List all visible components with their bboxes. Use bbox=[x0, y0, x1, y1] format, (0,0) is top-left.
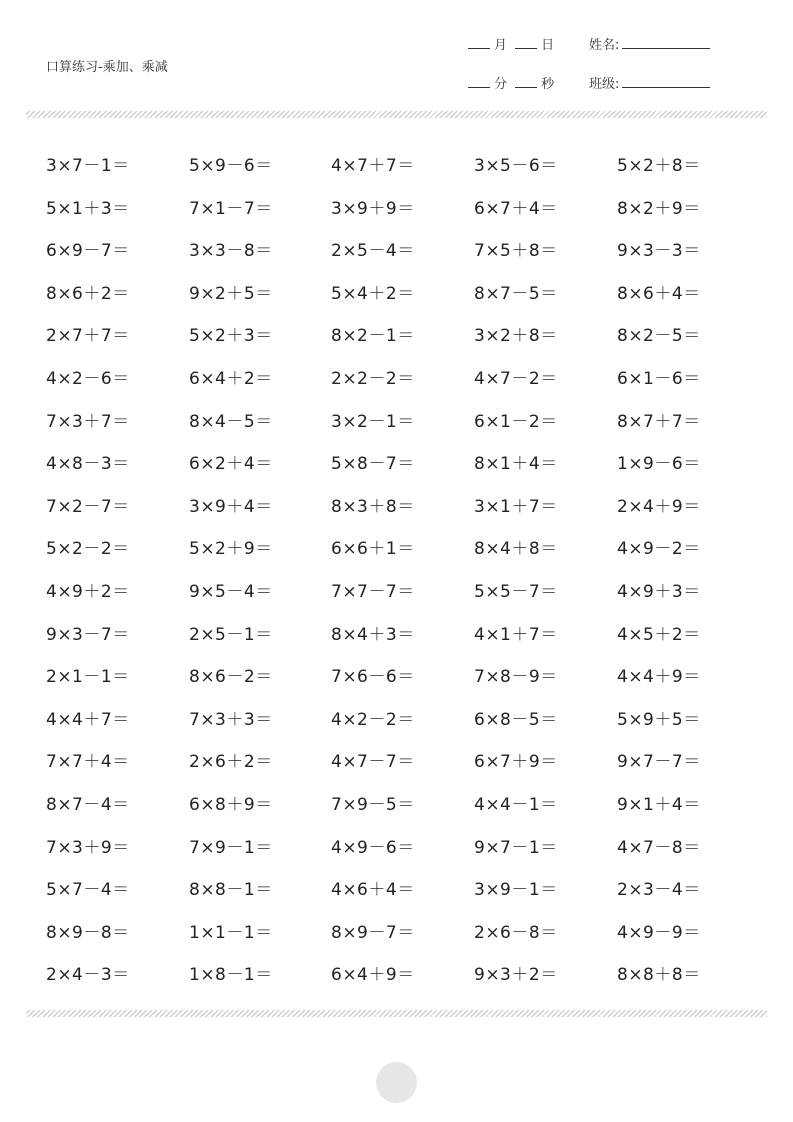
name-blank[interactable] bbox=[622, 47, 710, 49]
problem-row bbox=[46, 865, 766, 908]
problem-row bbox=[46, 652, 766, 695]
problem-item: 7×8－9＝ bbox=[474, 667, 558, 688]
problem-item: 4×5＋2＝ bbox=[617, 624, 701, 645]
problem-item: 2×1－1＝ bbox=[46, 667, 130, 688]
problem-item: 6×7＋9＝ bbox=[474, 752, 558, 773]
second-label: 秒 bbox=[541, 77, 555, 92]
problem-item: 8×6－2＝ bbox=[189, 667, 273, 688]
problem-row bbox=[46, 184, 766, 227]
problem-item: 3×9＋4＝ bbox=[189, 496, 273, 517]
problem-item: 7×3＋9＝ bbox=[46, 837, 130, 858]
problem-grid bbox=[46, 141, 766, 993]
problem-item: 8×3＋8＝ bbox=[331, 496, 415, 517]
problem-item: 5×5－7＝ bbox=[474, 581, 558, 602]
problem-item: 5×2＋9＝ bbox=[189, 539, 273, 560]
problem-item: 9×1＋4＝ bbox=[617, 794, 701, 815]
problem-item: 3×7－1＝ bbox=[46, 156, 130, 176]
problem-item: 4×9－2＝ bbox=[617, 539, 701, 560]
problem-item: 7×6－6＝ bbox=[331, 667, 415, 688]
top-divider bbox=[26, 111, 767, 118]
problem-item: 5×4＋2＝ bbox=[331, 283, 415, 304]
problem-item: 9×3＋2＝ bbox=[474, 965, 558, 986]
month-label: 月 bbox=[494, 38, 508, 53]
problem-item: 2×5－1＝ bbox=[189, 624, 273, 645]
problem-item: 8×9－8＝ bbox=[46, 922, 130, 943]
problem-item: 8×7＋7＝ bbox=[617, 411, 701, 432]
date-field bbox=[464, 34, 554, 53]
problem-item: 6×8－5＝ bbox=[474, 709, 558, 730]
problem-item: 9×7－7＝ bbox=[617, 752, 701, 773]
problem-item: 3×1＋7＝ bbox=[474, 496, 558, 517]
problem-item: 4×4＋9＝ bbox=[617, 667, 701, 688]
bottom-divider bbox=[26, 1010, 767, 1017]
problem-row bbox=[46, 695, 766, 738]
problem-row bbox=[46, 823, 766, 866]
day-label: 日 bbox=[541, 38, 555, 53]
problem-row bbox=[46, 269, 766, 312]
problem-row bbox=[46, 567, 766, 610]
problem-item: 9×3－7＝ bbox=[46, 624, 130, 645]
problem-item: 3×9－1＝ bbox=[474, 880, 558, 901]
problem-item: 8×2－1＝ bbox=[331, 326, 415, 347]
problem-item: 8×8＋8＝ bbox=[617, 965, 701, 986]
problem-item: 4×2－6＝ bbox=[46, 368, 130, 389]
problem-item: 5×2＋8＝ bbox=[617, 156, 701, 176]
problem-item: 7×9－5＝ bbox=[331, 794, 415, 815]
problem-row bbox=[46, 141, 766, 184]
problem-row bbox=[46, 439, 766, 482]
problem-item: 2×4－3＝ bbox=[46, 965, 130, 986]
problem-item: 2×6－8＝ bbox=[474, 922, 558, 943]
problem-item: 8×4＋8＝ bbox=[474, 539, 558, 560]
problem-item: 4×6＋4＝ bbox=[331, 880, 415, 901]
minute-blank[interactable] bbox=[468, 86, 490, 88]
problem-item: 8×7－5＝ bbox=[474, 283, 558, 304]
class-blank[interactable] bbox=[622, 86, 710, 88]
class-field bbox=[589, 73, 714, 92]
problem-item: 5×7－4＝ bbox=[46, 880, 130, 901]
problem-item: 7×5＋8＝ bbox=[474, 241, 558, 262]
problem-item: 4×7－7＝ bbox=[331, 752, 415, 773]
second-blank[interactable] bbox=[515, 86, 537, 88]
problem-item: 8×1＋4＝ bbox=[474, 454, 558, 475]
name-field bbox=[589, 34, 714, 53]
problem-row bbox=[46, 226, 766, 269]
problem-item: 8×2－5＝ bbox=[617, 326, 701, 347]
problem-item: 8×4＋3＝ bbox=[331, 624, 415, 645]
problem-item: 5×1＋3＝ bbox=[46, 198, 130, 219]
problem-row bbox=[46, 950, 766, 993]
problem-item: 4×1＋7＝ bbox=[474, 624, 558, 645]
problem-item: 9×2＋5＝ bbox=[189, 283, 273, 304]
problem-item: 8×6＋2＝ bbox=[46, 283, 130, 304]
problem-item: 7×9－1＝ bbox=[189, 837, 273, 858]
problem-item: 4×9＋3＝ bbox=[617, 581, 701, 602]
problem-item: 4×9－6＝ bbox=[331, 837, 415, 858]
problem-item: 1×1－1＝ bbox=[189, 922, 273, 943]
problem-row bbox=[46, 482, 766, 525]
problem-item: 8×8－1＝ bbox=[189, 880, 273, 901]
page-number-badge bbox=[376, 1062, 417, 1103]
problem-row bbox=[46, 311, 766, 354]
problem-item: 1×9－6＝ bbox=[617, 454, 701, 475]
problem-row bbox=[46, 397, 766, 440]
problem-row bbox=[46, 354, 766, 397]
name-label: 姓名: bbox=[589, 38, 620, 53]
month-blank[interactable] bbox=[468, 47, 490, 49]
problem-item: 4×7＋7＝ bbox=[331, 156, 415, 176]
problem-item: 3×9＋9＝ bbox=[331, 198, 415, 219]
problem-item: 2×7＋7＝ bbox=[46, 326, 130, 347]
problem-item: 4×4－1＝ bbox=[474, 794, 558, 815]
problem-item: 7×7－7＝ bbox=[331, 581, 415, 602]
problem-item: 6×4＋2＝ bbox=[189, 368, 273, 389]
problem-item: 7×3＋3＝ bbox=[189, 709, 273, 730]
problem-item: 9×5－4＝ bbox=[189, 581, 273, 602]
problem-item: 6×2＋4＝ bbox=[189, 454, 273, 475]
problem-item: 1×8－1＝ bbox=[189, 965, 273, 986]
problem-item: 7×2－7＝ bbox=[46, 496, 130, 517]
problem-item: 4×8－3＝ bbox=[46, 454, 130, 475]
problem-item: 5×9－6＝ bbox=[189, 156, 273, 176]
worksheet-title: 口算练习-乘加、乘减 bbox=[46, 60, 168, 75]
problem-item: 3×3－8＝ bbox=[189, 241, 273, 262]
problem-item: 4×7－2＝ bbox=[474, 368, 558, 389]
problem-item: 6×4＋9＝ bbox=[331, 965, 415, 986]
class-label: 班级: bbox=[589, 77, 620, 92]
problem-item: 2×6＋2＝ bbox=[189, 752, 273, 773]
problem-item: 6×6＋1＝ bbox=[331, 539, 415, 560]
problem-item: 3×2－1＝ bbox=[331, 411, 415, 432]
problem-item: 2×4＋9＝ bbox=[617, 496, 701, 517]
problem-item: 6×1－6＝ bbox=[617, 368, 701, 389]
problem-item: 5×2－2＝ bbox=[46, 539, 130, 560]
problem-item: 6×9－7＝ bbox=[46, 241, 130, 262]
problem-item: 8×2＋9＝ bbox=[617, 198, 701, 219]
problem-item: 8×7－4＝ bbox=[46, 794, 130, 815]
problem-item: 8×9－7＝ bbox=[331, 922, 415, 943]
problem-item: 6×7＋4＝ bbox=[474, 198, 558, 219]
problem-item: 5×2＋3＝ bbox=[189, 326, 273, 347]
time-field bbox=[464, 73, 554, 92]
problem-item: 5×9＋5＝ bbox=[617, 709, 701, 730]
problem-item: 7×1－7＝ bbox=[189, 198, 273, 219]
problem-item: 2×3－4＝ bbox=[617, 880, 701, 901]
problem-row bbox=[46, 610, 766, 653]
problem-item: 4×4＋7＝ bbox=[46, 709, 130, 730]
problem-item: 2×2－2＝ bbox=[331, 368, 415, 389]
problem-row bbox=[46, 737, 766, 780]
problem-row bbox=[46, 524, 766, 567]
problem-item: 2×5－4＝ bbox=[331, 241, 415, 262]
problem-item: 9×3－3＝ bbox=[617, 241, 701, 262]
problem-item: 7×7＋4＝ bbox=[46, 752, 130, 773]
problem-item: 7×3＋7＝ bbox=[46, 411, 130, 432]
problem-row bbox=[46, 780, 766, 823]
problem-item: 3×5－6＝ bbox=[474, 156, 558, 176]
problem-item: 4×7－8＝ bbox=[617, 837, 701, 858]
problem-item: 6×8＋9＝ bbox=[189, 794, 273, 815]
problem-item: 4×9－9＝ bbox=[617, 922, 701, 943]
problem-item: 6×1－2＝ bbox=[474, 411, 558, 432]
problem-item: 4×2－2＝ bbox=[331, 709, 415, 730]
problem-item: 4×9＋2＝ bbox=[46, 581, 130, 602]
problem-item: 8×4－5＝ bbox=[189, 411, 273, 432]
problem-item: 8×6＋4＝ bbox=[617, 283, 701, 304]
problem-row bbox=[46, 908, 766, 951]
minute-label: 分 bbox=[494, 77, 508, 92]
day-blank[interactable] bbox=[515, 47, 537, 49]
problem-item: 5×8－7＝ bbox=[331, 454, 415, 475]
problem-item: 3×2＋8＝ bbox=[474, 326, 558, 347]
problem-item: 9×7－1＝ bbox=[474, 837, 558, 858]
